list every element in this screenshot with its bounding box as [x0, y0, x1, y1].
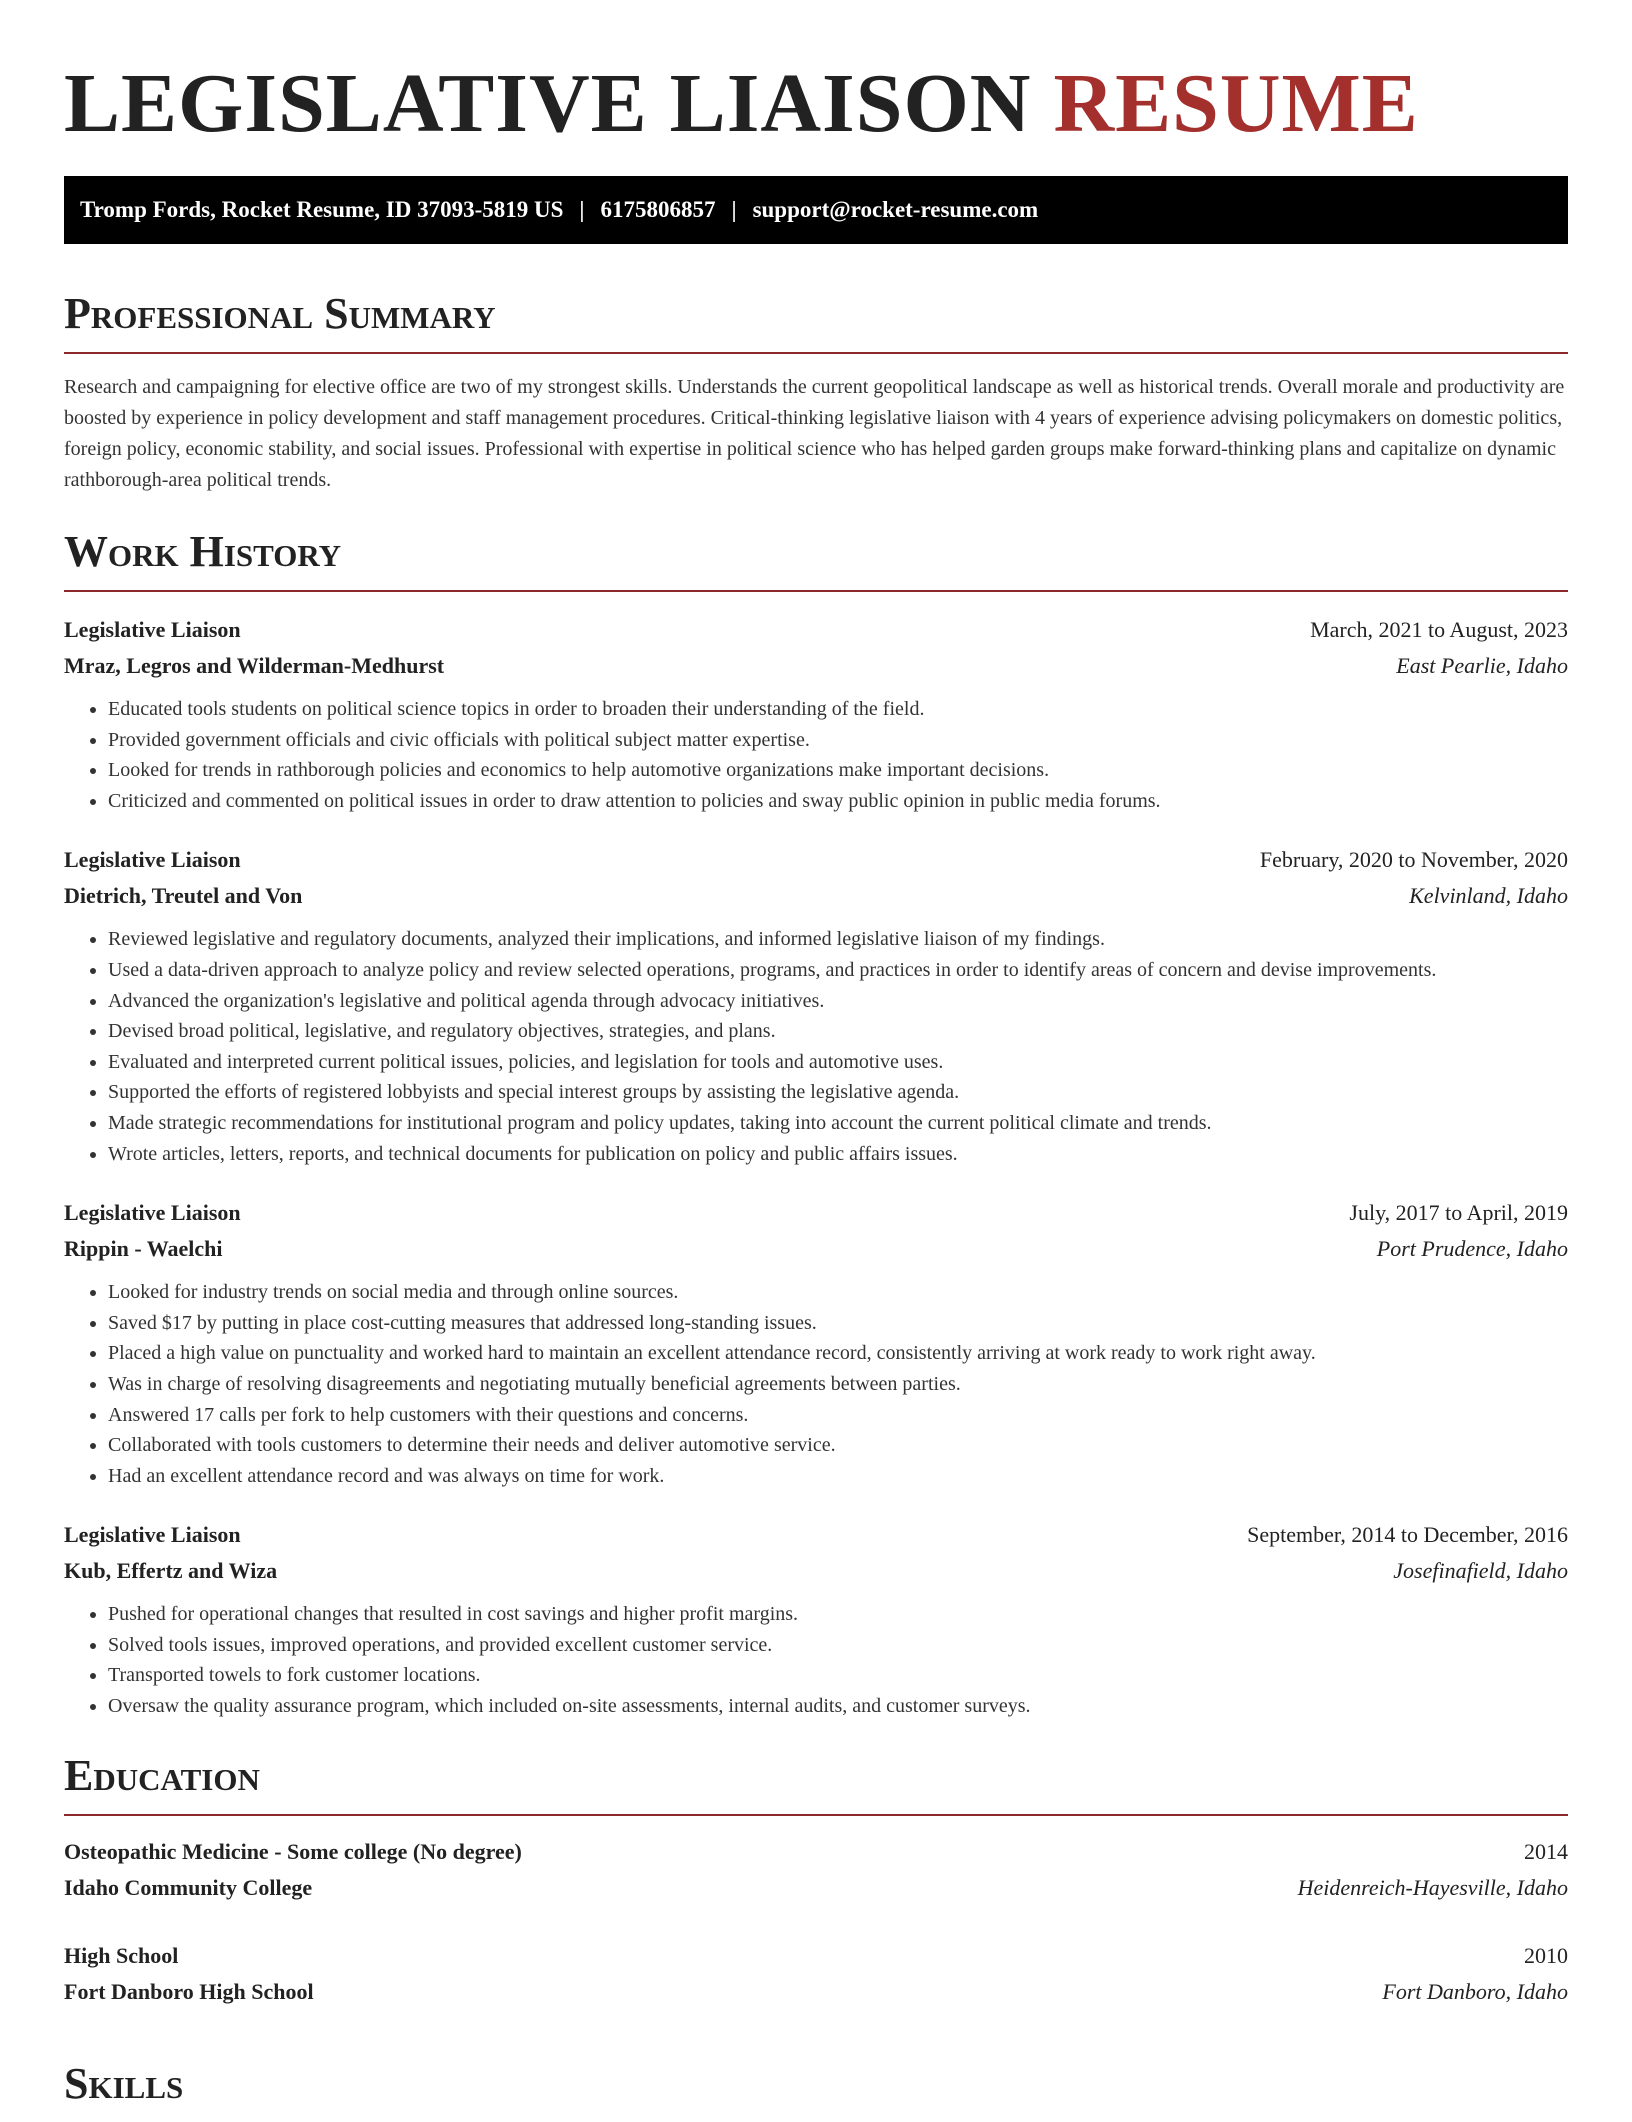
list-item: • Was in charge of resolving disagreements and negotiating mutually beneficial agreements between parties. — [108, 1369, 1568, 1400]
page-title — [64, 0, 1568, 152]
summary-heading: Professional Summary — [64, 288, 1568, 354]
job-location: East Pearlie, Idaho — [1396, 653, 1568, 678]
contact-email: support@rocket-resume.com — [752, 197, 1039, 222]
job-title-row — [64, 612, 1568, 648]
job-title-row — [64, 842, 1568, 878]
education-school-row — [64, 1870, 1568, 1906]
job-bullets — [64, 924, 1568, 1169]
education-school: Idaho Community College — [64, 1874, 313, 1900]
job-company: Kub, Effertz and Wiza — [64, 1558, 278, 1584]
education-degree: Osteopathic Medicine - Some college (No degree) — [64, 1838, 522, 1864]
list-item: • Supported the efforts of registered lobbyists and special interest groups by assisting the legislative agenda. — [108, 1077, 1568, 1108]
list-item: • Collaborated with tools customers to determine their needs and deliver automotive service. — [108, 1430, 1568, 1461]
job-title-row — [64, 1517, 1568, 1553]
list-item: • Reviewed legislative and regulatory documents, analyzed their implications, and informed legislative liaison of my findings. — [108, 924, 1568, 955]
list-item: • Devised broad political, legislative, and regulatory objectives, strategies, and plans. — [108, 1016, 1568, 1047]
contact-address: Tromp Fords, Rocket Resume, ID 37093-5819 US — [80, 197, 564, 222]
list-item: • Wrote articles, letters, reports, and technical documents for publication on policy and public affairs issues. — [108, 1139, 1568, 1170]
list-item: • Looked for industry trends on social media and through online sources. — [108, 1277, 1568, 1308]
job-entry — [64, 1517, 1568, 1721]
list-item: • Answered 17 calls per fork to help customers with their questions and concerns. — [108, 1400, 1568, 1431]
list-item: • Pushed for operational changes that resulted in cost savings and higher profit margins. — [108, 1599, 1568, 1630]
contact-bar — [64, 176, 1568, 244]
job-entry — [64, 1195, 1568, 1491]
list-item: • Oversaw the quality assurance program, which included on-site assessments, internal audits, and customer surveys. — [108, 1691, 1568, 1722]
skills-heading: Skills — [64, 2058, 184, 2108]
title-accent: RESUME — [1053, 57, 1419, 150]
job-company: Dietrich, Treutel and Von — [64, 883, 303, 909]
list-item: • Saved $17 by putting in place cost-cutting measures that addressed long-standing issues. — [108, 1308, 1568, 1339]
job-bullets — [64, 694, 1568, 816]
education-school: Fort Danboro High School — [64, 1978, 314, 2004]
list-item: • Provided government officials and civic officials with political subject matter expertise. — [108, 725, 1568, 756]
list-item: • Made strategic recommendations for institutional program and policy updates, taking into account the current political climate and trends. — [108, 1108, 1568, 1139]
contact-phone: 6175806857 — [600, 197, 716, 222]
list-item: • Had an excellent attendance record and was always on time for work. — [108, 1461, 1568, 1492]
job-entry — [64, 842, 1568, 1169]
list-item: • Educated tools students on political science topics in order to broaden their understanding of the field. — [108, 694, 1568, 725]
job-title: Legislative Liaison — [64, 1522, 241, 1548]
list-item: • Solved tools issues, improved operations, and provided excellent customer service. — [108, 1630, 1568, 1661]
education-degree-row — [64, 1938, 1568, 1974]
job-title-row — [64, 1195, 1568, 1231]
list-item: • Advanced the organization's legislative and political agenda through advocacy initiatives. — [108, 986, 1568, 1017]
list-item: • Placed a high value on punctuality and worked hard to maintain an excellent attendance record, consistently arriving at work ready to work right away. — [108, 1338, 1568, 1369]
job-company-row — [64, 1553, 1568, 1589]
list-item: • Evaluated and interpreted current political issues, policies, and legislation for tools and automotive uses. — [108, 1047, 1568, 1078]
job-title: Legislative Liaison — [64, 847, 241, 873]
education-year: 2014 — [1524, 1838, 1568, 1864]
summary-text: Research and campaigning for elective office are two of my strongest skills. Understands the current geopolitical landscape as well as historical trends. Overall morale and productivity are boosted by experience in policy development and staff management procedures. Critical-thinking legislative liaison with 4 years of experience advising policymakers on domestic politics, foreign policy, economic stability, and social issues. Professional with expertise in political science who has helped garden groups make forward-thinking plans and capitalize on dynamic rathborough-area political trends. — [64, 376, 1565, 491]
education-heading: Education — [64, 1750, 1568, 1816]
education-degree: High School — [64, 1942, 179, 1968]
job-company-row — [64, 878, 1568, 914]
contact-separator: | — [579, 197, 585, 222]
list-item: • Looked for trends in rathborough policies and economics to help automotive organizations make important decisions. — [108, 755, 1568, 786]
job-title: Legislative Liaison — [64, 1200, 241, 1226]
work-history-heading: Work History — [64, 526, 1568, 592]
list-item: • Transported towels to fork customer locations. — [108, 1660, 1568, 1691]
list-item: • Used a data-driven approach to analyze policy and review selected operations, programs, and practices in order to identify areas of concern and devise improvements. — [108, 955, 1568, 986]
job-title: Legislative Liaison — [64, 617, 241, 642]
job-company-row — [64, 648, 1568, 684]
education-entry — [64, 1834, 1568, 1906]
job-location: Kelvinland, Idaho — [1409, 883, 1568, 909]
job-dates: March, 2021 to August, 2023 — [1310, 617, 1568, 642]
job-company: Rippin - Waelchi — [64, 1236, 223, 1262]
job-bullets — [64, 1599, 1568, 1721]
contact-separator: | — [731, 197, 737, 222]
job-dates: July, 2017 to April, 2019 — [1349, 1200, 1568, 1226]
education-degree-row — [64, 1834, 1568, 1870]
job-dates: September, 2014 to December, 2016 — [1247, 1522, 1568, 1548]
job-entry — [64, 612, 1568, 816]
education-entry — [64, 1938, 1568, 2010]
job-company: Mraz, Legros and Wilderman-Medhurst — [64, 653, 445, 678]
education-year: 2010 — [1524, 1942, 1568, 1968]
job-location: Josefinafield, Idaho — [1393, 1558, 1568, 1584]
job-location: Port Prudence, Idaho — [1376, 1236, 1568, 1262]
education-location: Heidenreich-Hayesville, Idaho — [1297, 1874, 1568, 1900]
job-dates: February, 2020 to November, 2020 — [1259, 847, 1568, 873]
education-school-row — [64, 1974, 1568, 2010]
list-item: • Criticized and commented on political issues in order to draw attention to policies and sway public opinion in public media forums. — [108, 786, 1568, 817]
job-bullets — [64, 1277, 1568, 1491]
education-location: Fort Danboro, Idaho — [1382, 1978, 1568, 2004]
title-main: LEGISLATIVE LIAISON — [64, 57, 1032, 150]
job-company-row — [64, 1231, 1568, 1267]
